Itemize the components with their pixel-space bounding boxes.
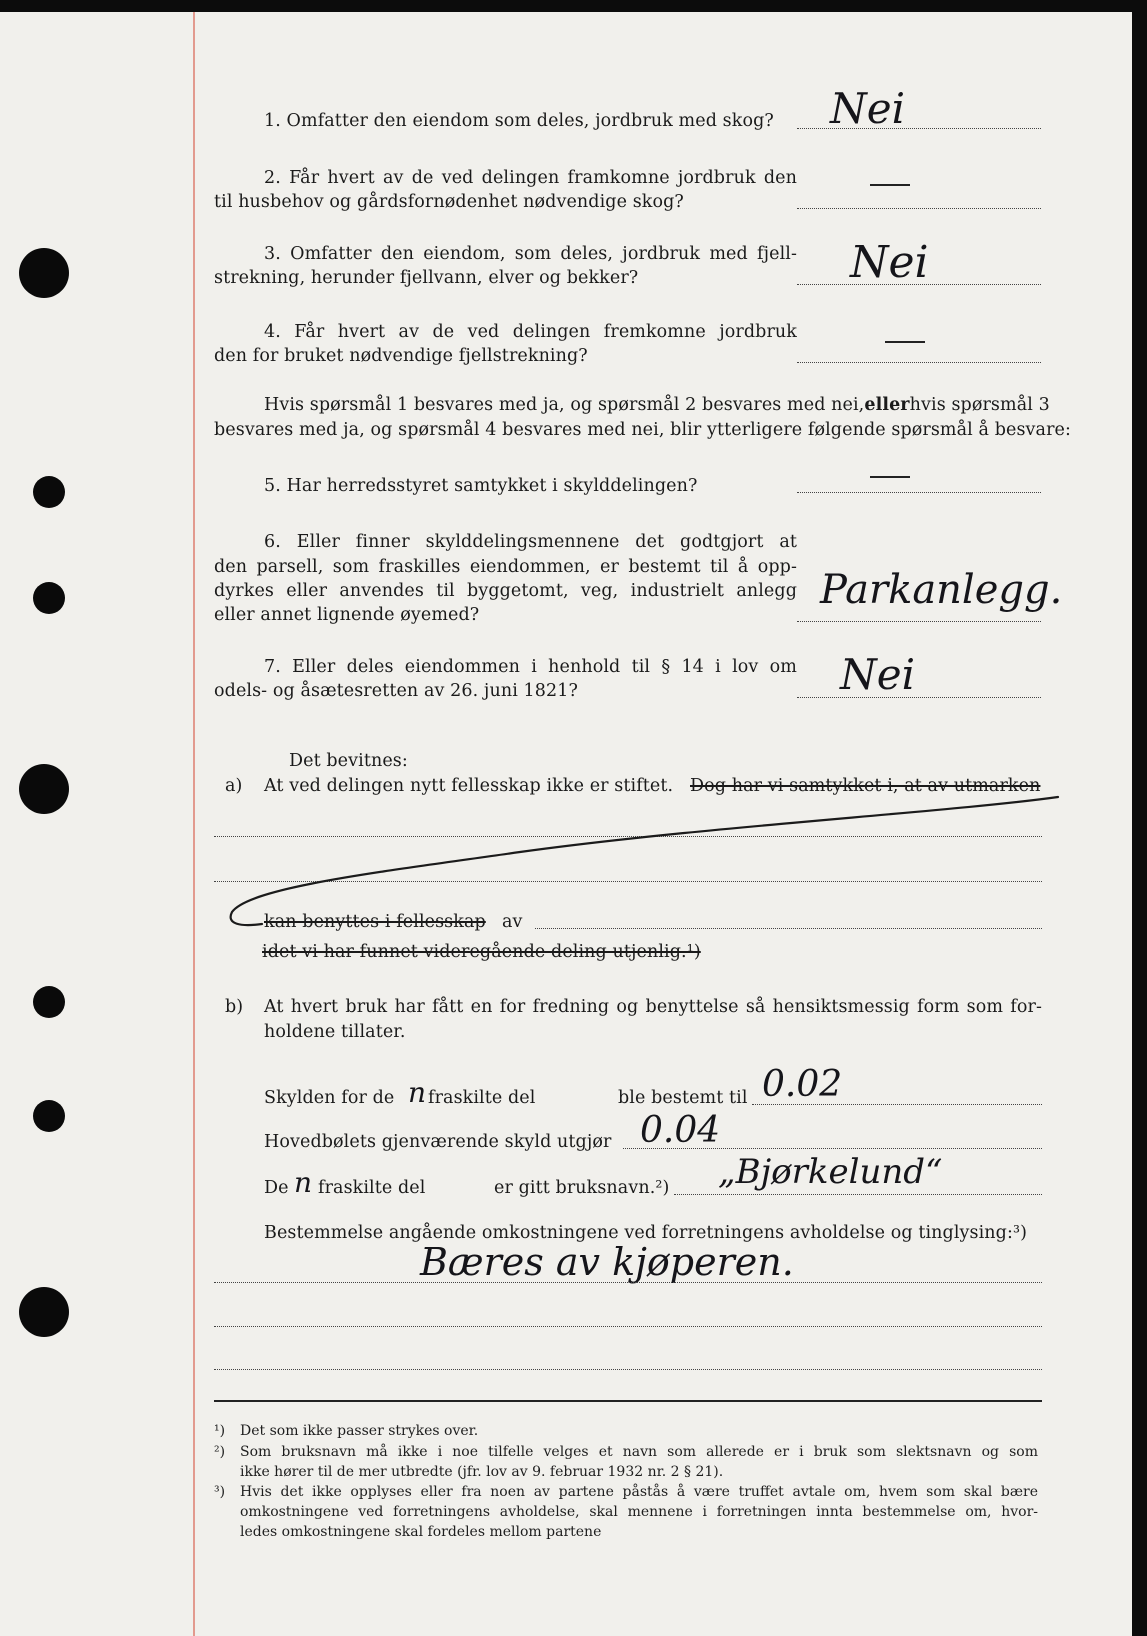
question-2-line-2: til husbehov og gårdsfornødenhet nødvendige skog? xyxy=(214,192,684,212)
bestemmelse-value-handwritten: Bæres av kjøperen. xyxy=(420,1240,794,1284)
conditional-text-line-2: besvares med ja, og spørsmål 4 besvares med nei, blir ytterligere følgende spørsmål å besvare: xyxy=(214,420,1071,440)
hoved-value-handwritten: 0.04 xyxy=(640,1110,721,1151)
question-6-line-2: den parsell, som fraskilles eiendommen, er bestemt til å opp- xyxy=(214,557,797,577)
answer-3-handwritten: Nei xyxy=(850,237,929,288)
question-4-line-1: 4. Får hvert av de ved delingen fremkomne jordbruk xyxy=(264,322,797,342)
hoved-label: Hovedbølets gjenværende skyld utgjør xyxy=(264,1132,612,1152)
attestation-heading: Det bevitnes: xyxy=(289,751,408,771)
conditional-eller: eller xyxy=(864,395,910,415)
document-page xyxy=(0,12,1132,1636)
skyld-label-1: Skylden for de xyxy=(264,1088,395,1108)
strike-out-stroke xyxy=(0,12,1132,1636)
footnote-3-line-3: ledes omkostningene skal fordeles mellom partene xyxy=(240,1524,602,1540)
attestation-b-prefix: b) xyxy=(225,997,244,1017)
footnote-2-line-1: Som bruksnavn må ikke i noe tilfelle velges et navn som allerede er i bruk som slektsnavn og som xyxy=(240,1444,1038,1460)
footnote-1-mark: ¹) xyxy=(214,1423,226,1439)
question-6-line-3: dyrkes eller anvendes til byggetomt, veg, industrielt anlegg xyxy=(214,581,797,601)
navn-insert: n xyxy=(294,1166,313,1199)
question-4-line-2: den for bruket nødvendige fjellstrekning? xyxy=(214,346,588,366)
skyld-label-2: fraskilte del xyxy=(428,1088,536,1108)
attestation-a-struck-2: kan benyttes i fellesskap xyxy=(264,912,486,932)
navn-label-2: fraskilte del xyxy=(318,1178,426,1198)
attestation-b-line-1: At hvert bruk har fått en for fredning og benyttelse så hensiktsmessig form som for- xyxy=(264,997,1042,1017)
attestation-a-av: av xyxy=(502,912,523,932)
conditional-part-c: hvis spørsmål 3 xyxy=(909,395,1050,415)
conditional-part-a: Hvis spørsmål 1 besvares med ja, og spørsmål 2 besvares med nei, xyxy=(264,395,865,415)
answer-7-handwritten: Nei xyxy=(840,650,916,699)
footnote-3-mark: ³) xyxy=(214,1484,226,1500)
bestemmelse-label: Bestemmelse angående omkostningene ved forretningens avholdelse og tinglysing:³) xyxy=(264,1223,1027,1243)
question-7-line-1: 7. Eller deles eiendommen i henhold til § 14 i lov om xyxy=(264,657,797,677)
attestation-a-prefix: a) xyxy=(225,776,243,796)
skyld-value-handwritten: 0.02 xyxy=(762,1064,843,1105)
question-7-line-2: odels- og åsætesretten av 26. juni 1821? xyxy=(214,681,578,701)
question-3-line-2: strekning, herunder fjellvann, elver og bekker? xyxy=(214,268,639,288)
question-6-line-4: eller annet lignende øyemed? xyxy=(214,605,480,625)
attestation-a-struck-3: idet vi har funnet videregående deling utjenlig.¹) xyxy=(262,942,701,962)
navn-label-1: De xyxy=(264,1178,289,1198)
attestation-b-line-2: holdene tillater. xyxy=(264,1022,406,1042)
attestation-a-text: At ved delingen nytt fellesskap ikke er stiftet. xyxy=(264,776,674,796)
question-6-line-1: 6. Eller finner skylddelingsmennene det godtgjort at xyxy=(264,532,797,552)
footnote-3-line-1: Hvis det ikke opplyses eller fra noen av partene påstås å være truffet avtale om, hvem som skal bære xyxy=(240,1484,1038,1500)
navn-label-3: er gitt bruksnavn.²) xyxy=(494,1178,670,1198)
navn-value-handwritten: „Bjørkelund“ xyxy=(718,1152,943,1192)
footnote-1: Det som ikke passer strykes over. xyxy=(240,1423,479,1439)
footnote-2-mark: ²) xyxy=(214,1444,226,1460)
answer-1-handwritten: Nei xyxy=(830,84,906,133)
question-2-line-1: 2. Får hvert av de ved delingen framkomne jordbruk den xyxy=(264,168,797,188)
question-1: 1. Omfatter den eiendom som deles, jordbruk med skog? xyxy=(264,111,774,131)
skyld-insert: n xyxy=(408,1076,427,1109)
footnote-3-line-2: omkostningene ved forretningens avholdelse, skal mennene i forretningen innta bestemmelse om, hvor- xyxy=(240,1504,1038,1520)
question-3-line-1: 3. Omfatter den eiendom, som deles, jordbruk med fjell- xyxy=(264,244,797,264)
skyld-label-3: ble bestemt til xyxy=(618,1088,748,1108)
answer-6-handwritten: Parkanlegg. xyxy=(820,567,1063,613)
attestation-a-struck: Dog har vi samtykket i, at av utmarken xyxy=(690,776,1041,796)
question-5: 5. Har herredsstyret samtykket i skylddelingen? xyxy=(264,476,698,496)
footnote-2-line-2: ikke hører til de mer utbredte (jfr. lov av 9. februar 1932 nr. 2 § 21). xyxy=(240,1464,724,1480)
